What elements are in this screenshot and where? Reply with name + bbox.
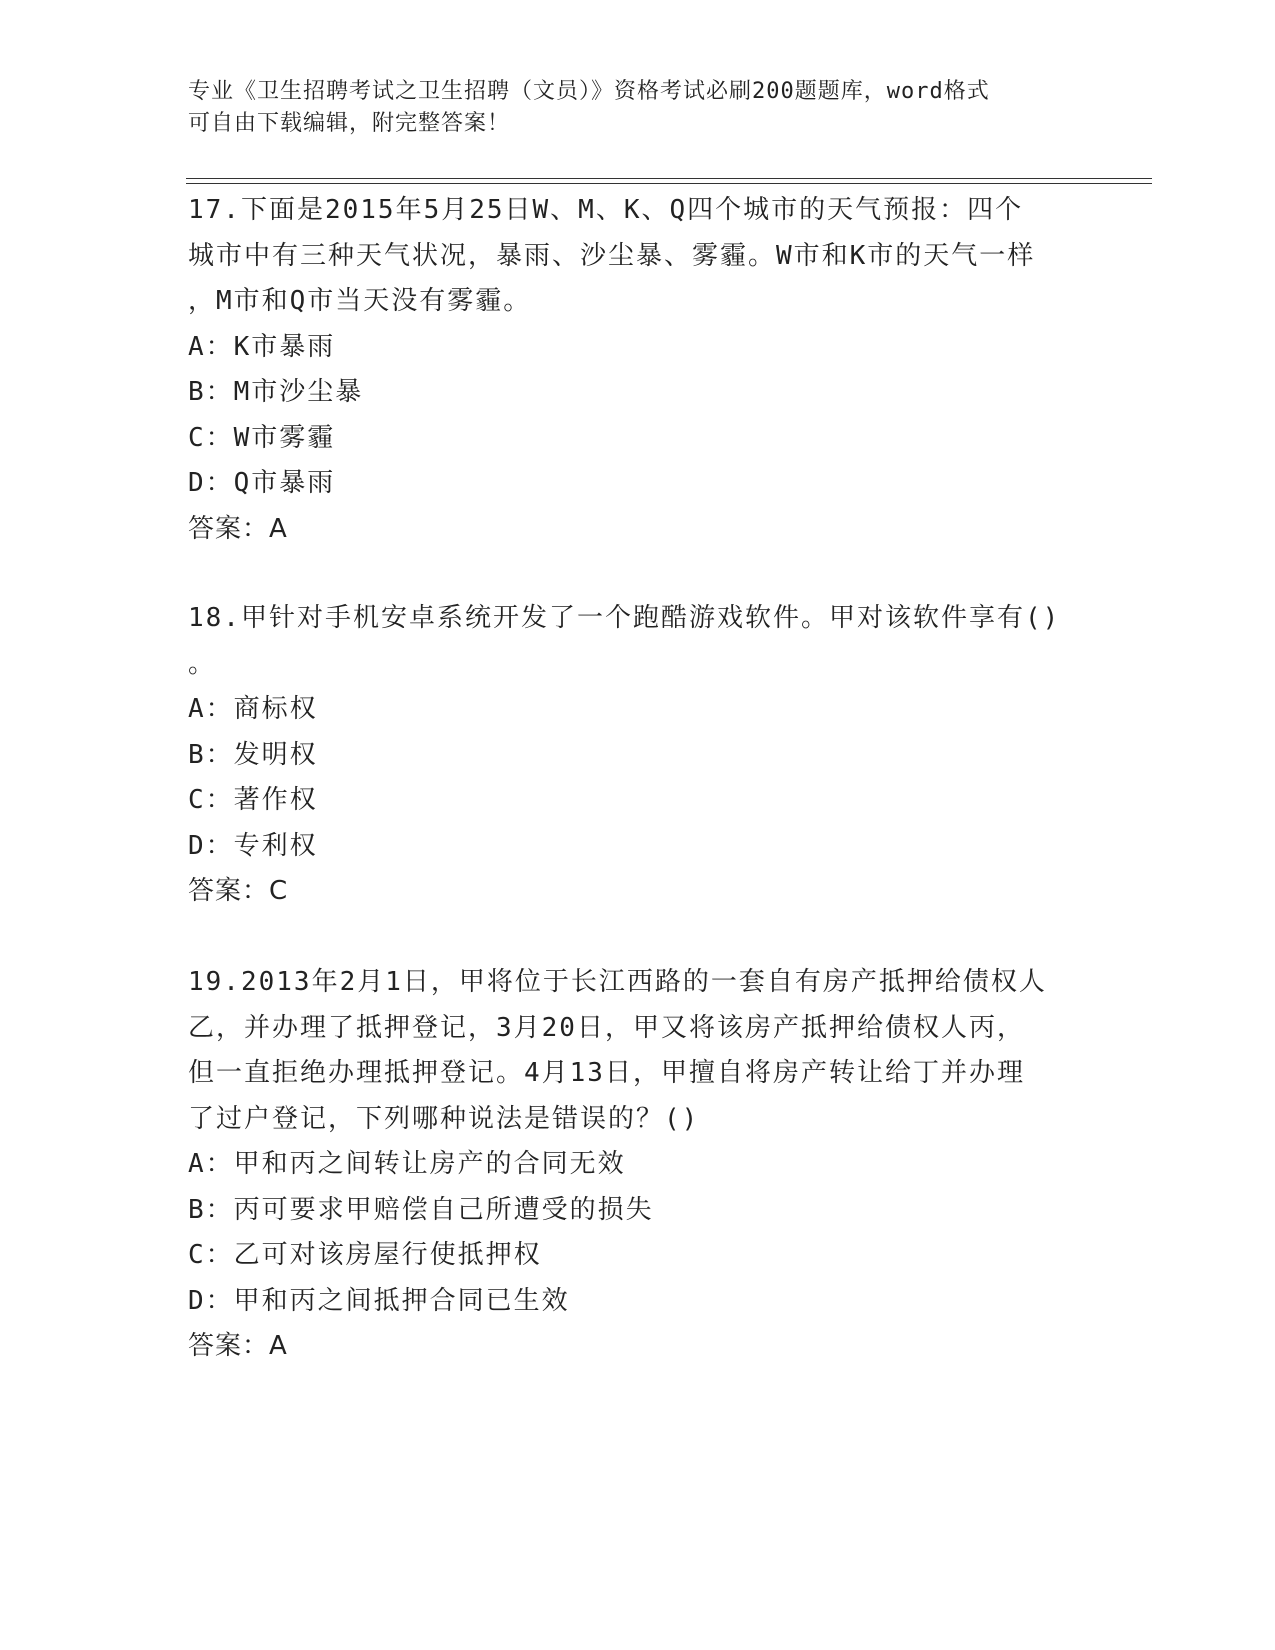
option-d: D：Q市暴雨 bbox=[188, 468, 336, 498]
header-divider-bottom bbox=[186, 183, 1152, 184]
question-text-line: 乙，并办理了抵押登记，3月20日，甲又将该房产抵押给债权人丙， bbox=[188, 1012, 1025, 1043]
option-a: A：商标权 bbox=[188, 694, 318, 724]
question-18 bbox=[188, 596, 1088, 915]
question-17 bbox=[188, 188, 1088, 552]
option-d: D：专利权 bbox=[188, 830, 318, 861]
option-b: B：发明权 bbox=[188, 739, 318, 770]
answer-line: 答案：A bbox=[188, 1331, 288, 1361]
option-c: C：乙可对该房屋行使抵押权 bbox=[188, 1240, 542, 1270]
question-19 bbox=[188, 960, 1088, 1370]
header-divider-top bbox=[186, 178, 1152, 179]
option-a: A：K市暴雨 bbox=[188, 331, 336, 362]
question-text-line: 了过户登记，下列哪种说法是错误的？() bbox=[188, 1103, 700, 1134]
option-a: A：甲和丙之间转让房产的合同无效 bbox=[188, 1149, 626, 1179]
option-d: D：甲和丙之间抵押合同已生效 bbox=[188, 1285, 570, 1316]
header-line-1: 专业《卫生招聘考试之卫生招聘（文员）》资格考试必刷200题题库，word格式 bbox=[188, 79, 990, 104]
document-header bbox=[188, 76, 1088, 140]
question-text-line: 但一直拒绝办理抵押登记。4月13日，甲擅自将房产转让给丁并办理 bbox=[188, 1058, 1025, 1088]
question-text-line: 18.甲针对手机安卓系统开发了一个跑酷游戏软件。甲对该软件享有() bbox=[188, 603, 1061, 633]
option-b: B：丙可要求甲赔偿自己所遭受的损失 bbox=[188, 1194, 654, 1225]
option-b: B：M市沙尘暴 bbox=[188, 377, 364, 407]
answer-line: 答案：A bbox=[188, 513, 288, 544]
question-text-line: 。 bbox=[188, 648, 217, 679]
question-text-line: 17.下面是2015年5月25日W、M、K、Q四个城市的天气预报：四个 bbox=[188, 195, 1024, 225]
question-text-line: 19.2013年2月1日，甲将位于长江西路的一套自有房产抵押给债权人 bbox=[188, 967, 1047, 997]
question-text-line: ，M市和Q市当天没有雾霾。 bbox=[188, 286, 532, 316]
question-text-line: 城市中有三种天气状况，暴雨、沙尘暴、雾霾。W市和K市的天气一样 bbox=[188, 240, 1036, 271]
header-line-2: 可自由下载编辑，附完整答案！ bbox=[188, 111, 511, 136]
option-c: C：W市雾霾 bbox=[188, 422, 336, 453]
answer-line: 答案：C bbox=[188, 876, 289, 906]
option-c: C：著作权 bbox=[188, 785, 318, 815]
